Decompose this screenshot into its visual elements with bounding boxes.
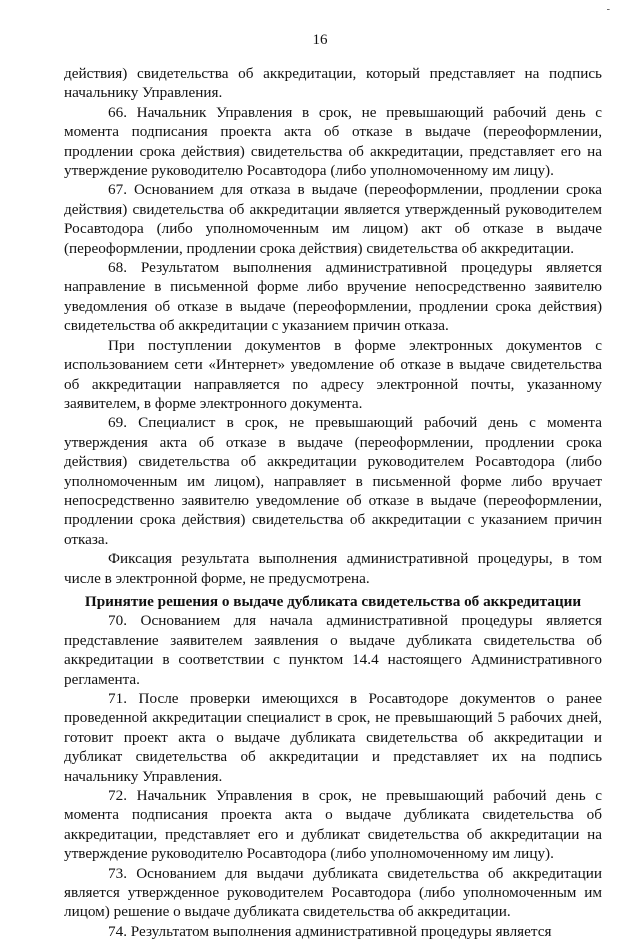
- paragraph-70: 70. Основанием для начала административной процедуры является представление заявителем заявления о выдаче дубликата свидетельства об аккредитации в соответствии с пунктом 14.4 настоящего Административного регламента.: [64, 612, 602, 688]
- paragraph-66: 66. Начальник Управления в срок, не превышающий рабочий день с момента подписания проекта акта об отказе в выдаче (переоформлении, продлении срока действия) свидетельства об аккредитации, представляет его на утверждение руководителю Росавтодора (либо уполномоченному им лицу).: [64, 103, 602, 180]
- paragraph-electronic-notice: При поступлении документов в форме электронных документов с использованием сети «Интернет» уведомление об отказе в выдаче свидетельства об аккредитации направляется по адресу электронной почты, указанному заявителем, в форме электронного документа.: [64, 336, 602, 412]
- paragraph-68: 68. Результатом выполнения административной процедуры является направление в письменной форме либо вручение непосредственно заявителю уведомления об отказе в выдаче (переоформлении, продлении срока действия) свидетельства об аккредитации с указанием причин отказа.: [64, 259, 602, 335]
- paragraph-69: 69. Специалист в срок, не превышающий рабочий день с момента утверждения акта об отказе в выдаче (переоформлении, продлении срока действия) свидетельства об аккредитации руководителем Росавтодора (либо уполномоченным им лицом), направляет в письменной форме либо вручает непосредственно заявителю уведомление об отказе в выдаче (переоформлении, продлении срока действия) свидетельства об аккредитации с указанием причин отказа.: [64, 414, 602, 548]
- page-number: 16: [312, 32, 328, 48]
- paragraph-73: 73. Основанием для выдачи дубликата свидетельства об аккредитации является утвержденное руководителем Росавтодора (либо уполномоченным им лицом) решение о выдаче дубликата свидетельства об аккредитации.: [64, 864, 602, 921]
- paragraph-67: 67. Основанием для отказа в выдаче (переоформлении, продлении срока действия) свидетельства об аккредитации является утвержденный руководителем Росавтодора (либо уполномоченным им лицом) акт об отказе в выдаче (переоформлении, продлении срока действия) свидетельства об аккредитации.: [64, 181, 602, 257]
- corner-mark: -: [606, 4, 610, 15]
- paragraph-continuation: действия) свидетельства об аккредитации, который представляет на подпись начальнику Управления.: [64, 65, 602, 102]
- section-heading: Принятие решения о выдаче дубликата свидетельства об аккредитации: [84, 592, 582, 610]
- document-body: [64, 64, 602, 941]
- paragraph-74: 74. Результатом выполнения административной процедуры является: [108, 922, 552, 940]
- paragraph-72: 72. Начальник Управления в срок, не превышающий рабочий день с момента подписания проекта акта о выдаче дубликата свидетельства об аккредитации, представляет его и дубликат свидетельства об аккредитации на утверждение руководителю Росавтодора (либо уполномоченному им лицу).: [64, 787, 602, 863]
- paragraph-71: 71. После проверки имеющихся в Росавтодоре документов о ранее проведенной аккредитации специалист в срок, не превышающий 5 рабочих дней, готовит проект акта о выдаче дубликата свидетельства об аккредитации и дубликат свидетельства об аккредитации и представляет их на подпись начальнику Управления.: [64, 690, 602, 785]
- paragraph-fixation: Фиксация результата выполнения административной процедуры, в том числе в электронной форме, не предусмотрена.: [64, 550, 602, 587]
